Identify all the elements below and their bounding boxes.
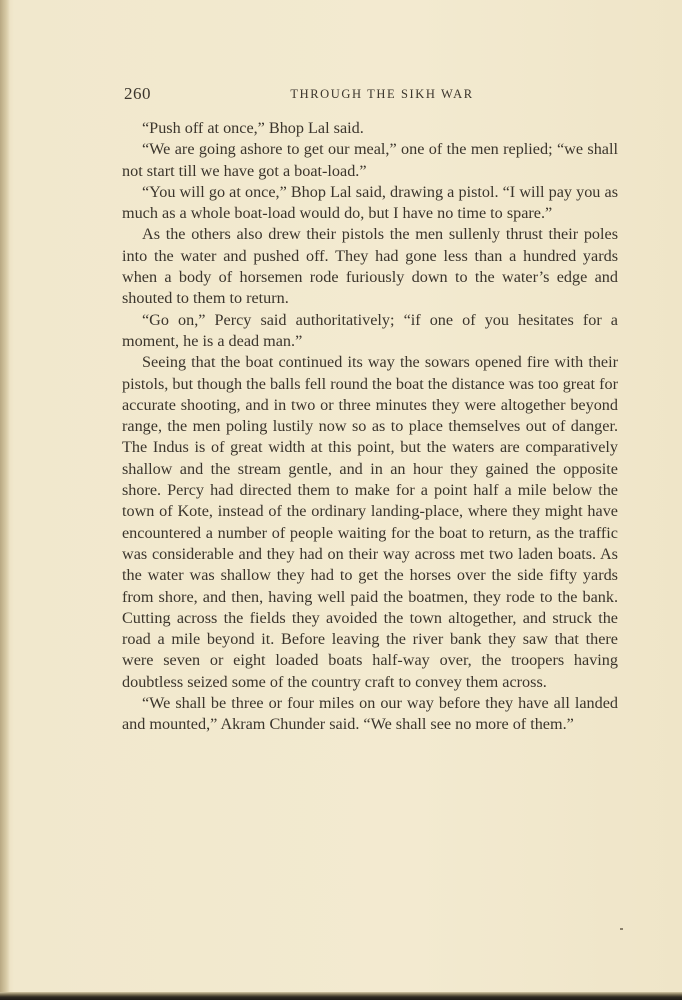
body-text [122,118,618,736]
paragraph: “Push off at once,” Bhop Lal said. [142,119,364,137]
paragraph: “You will go at once,” Bhop Lal said, drawing a pistol. “I will pay you as much as a whole boat-load would do, but I have no time to spare.” [122,182,618,223]
page-header [124,84,618,106]
page-number: 260 [124,84,151,103]
paragraph: Seeing that the boat continued its way the sowars opened fire with their pistols, but though the balls fell round the boat the distance was too great for accurate shooting, and in two or three minutes they were altogether beyond range, the men poling lustily now so as to place themselves out of danger. The Indus is of great width at this point, but the waters are comparatively shallow and the stream gentle, and in an hour they gained the opposite shore. Percy had directed them to make for a point half a mile below the town of Kote, instead of the ordinary landing-place, where they might have encountered a number of people waiting for the boat to return, as the traffic was considerable and they had on their way across met two laden boats. As the water was shallow they had to get the horses over the side fifty yards from shore, and then, having well paid the boatmen, they rode to the bank. Cutting across the fields they avoided the town altogether, and struck the road a mile beyond it. Before leaving the river bank they saw that there were seven or eight loaded boats half-way over, the troopers having doubtless seized some of the country craft to convey them across. [122,353,618,691]
paragraph: “We are going ashore to get our meal,” one of the men replied; “we shall not start till we have got a boat-load.” [122,140,618,180]
page-spine-shadow [0,0,10,1000]
paragraph: As the others also drew their pistols the men sullenly thrust their poles into the water and pushed off. They had gone less than a hundred yards when a body of horsemen rode furiously down to the water’s edge and shouted to them to return. [122,225,618,308]
page-bottom-edge [0,992,682,1000]
paragraph: “We shall be three or four miles on our way before they have all landed and mounted,” Akram Chunder said. “We shall see no more of them.” [122,694,618,734]
paragraph: “Go on,” Percy said authoritatively; “if one of you hesitates for a moment, he is a dead man.” [122,310,618,350]
running-title: THROUGH THE SIKH WAR [290,87,474,101]
ink-speck [620,928,623,930]
